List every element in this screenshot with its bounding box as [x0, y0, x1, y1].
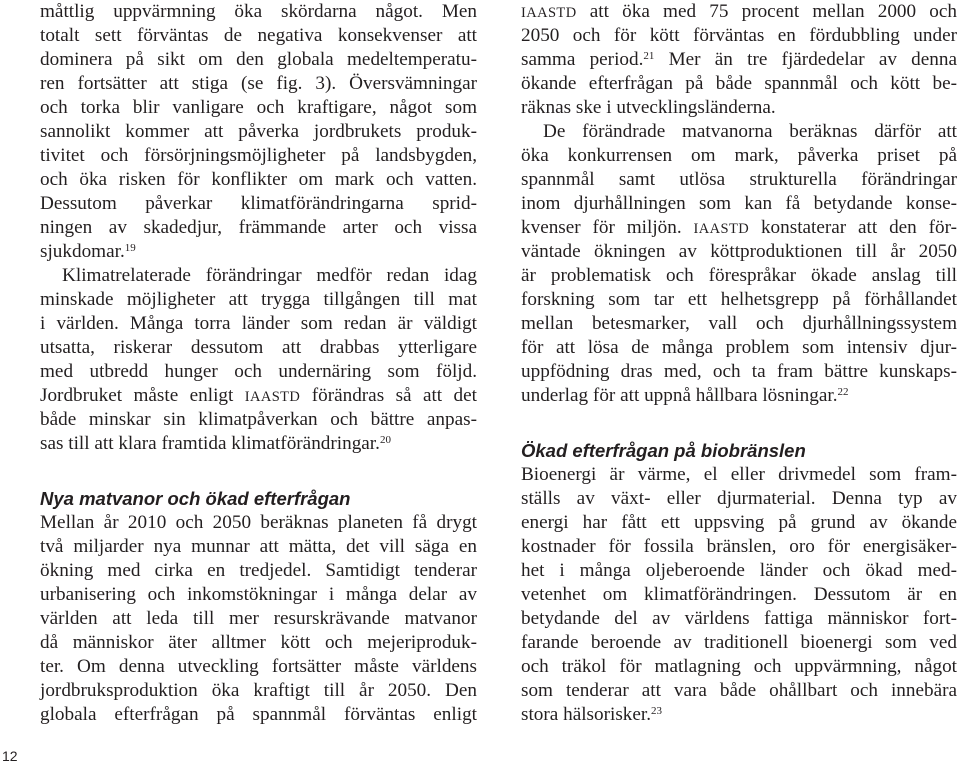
text-line: räknas ske i utvecklingsländerna. — [521, 97, 776, 118]
footnote-marker: 23 — [651, 705, 663, 717]
footnote-marker: 20 — [379, 434, 391, 446]
section-heading: Ökad efterfrågan på biobränslen — [521, 440, 806, 461]
text-line: ningen av skadedjur, främmande arter och vissa — [40, 217, 477, 238]
text-line: globala efterfrågan på spannmål förväntas enligt — [40, 704, 477, 725]
text-line: Bioenergi är värme, el eller drivmedel som fram- — [521, 464, 957, 485]
text-line: måttlig uppvärmning öka skördarna något. Men — [40, 1, 477, 22]
text-line: världen att leda till mer resurskrävande matvanor — [40, 608, 477, 629]
text-line: och torka blir vanligare och kraftigare, något som — [40, 97, 477, 118]
text-line: stora hälsorisker.$^{23}$ — [521, 704, 663, 725]
text-line: ökning med cirka en tredjedel. Samtidigt tenderar — [40, 560, 477, 581]
text-line: jordbruksproduktion öka kraftigt till år 2050. Den — [40, 680, 477, 701]
text-line: två miljarder nya munnar att mätta, det vill säga en — [40, 536, 477, 557]
text-line: spannmål samt utlösa strukturella förändringar — [521, 169, 957, 190]
page-number: 12 — [2, 748, 18, 764]
footnote-marker: 22 — [837, 386, 849, 398]
text-line: och öka risken för konflikter om mark och vatten. — [40, 169, 477, 190]
text-line: 2050 och för kött förväntas en fördubbling under — [521, 25, 957, 46]
text-line: Mellan år 2010 och 2050 beräknas planeten få drygt — [40, 512, 477, 533]
text-line: både minskar sin klimatpåverkan och bättre anpas- — [40, 409, 477, 430]
text-line: för att lösa de många problem som intensiv djur- — [521, 337, 957, 358]
text-line: dominera på sikt om den globala medeltemperatu- — [40, 49, 477, 70]
text-line: öka konkurrensen om mark, påverka priset på — [521, 145, 957, 166]
text-line: mellan betesmarker, vall och djurhållningssystem — [521, 313, 957, 334]
text-line: urbanisering och inkomstökningar i många delar av — [40, 584, 477, 605]
text-line: tivitet och försörjningsmöjligheter på landsbygden, — [40, 145, 477, 166]
text-line: totalt sett förväntas de negativa konsekvenser att — [40, 25, 477, 46]
text-line: ter. Om denna utveckling fortsätter måste världens — [40, 656, 477, 677]
text-line: samma period.$^{21}$ Mer än tre fjärdedelar av denna — [521, 49, 957, 70]
text-line: het i många oljeberoende länder och ökad med- — [521, 560, 957, 581]
section-heading: Nya matvanor och ökad efterfrågan — [40, 488, 351, 509]
footnote-marker: 19 — [124, 242, 136, 254]
text-line: sannolikt kommer att påverka jordbrukets produk- — [40, 121, 477, 142]
text-line: som tenderar att vara både ohållbart och innebära — [521, 680, 957, 701]
text-line: är problematisk och förespråkar ökade anslag till — [521, 265, 957, 286]
text-line: De förändrade matvanorna beräknas därför att — [543, 121, 957, 142]
text-line: kostnader för fossila bränslen, oro för energisäker- — [521, 536, 957, 557]
text-line: sas till att klara framtida klimatförändringar.$^{20}$ — [40, 433, 391, 454]
text-line: Klimatrelaterade förändringar medför redan idag — [62, 265, 477, 286]
text-line: underlag för att uppnå hållbara lösningar.$^{22}$ — [521, 385, 849, 406]
text-line: vetenhet om klimatförändringen. Dessutom är en — [521, 584, 957, 605]
text-line: forskning som tar ett helhetsgrepp på förhållandet — [521, 289, 957, 310]
text-line: betydande del av världens fattiga människor fort- — [521, 608, 957, 629]
text-line: i världen. Många torra länder som redan är väldigt — [40, 313, 477, 334]
text-line: uppfödning dras med, och ta fram bättre kunskaps- — [521, 361, 957, 382]
text-line: utsatta, riskerar dessutom att drabbas ytterligare — [40, 337, 477, 358]
text-line: energi har fått ett uppsving på grund av ökande — [521, 512, 957, 533]
text-line: Jordbruket måste enligt IAASTD förändras så att det — [40, 385, 477, 406]
text-line: ställs av växt- eller djurmaterial. Denna typ av — [521, 488, 957, 509]
footnote-marker: 21 — [643, 50, 655, 62]
text-line: ren fortsätter att stiga (se fig. 3). Översvämningar — [40, 73, 477, 94]
text-line: väntade ökningen av köttproduktionen till år 2050 — [521, 241, 957, 262]
text-line: och träkol för matlagning och uppvärmning, något — [521, 656, 957, 677]
text-line: inom djurhållningen som kan få betydande konse- — [521, 193, 957, 214]
text-line: kvenser för miljön. IAASTD konstaterar att den för- — [521, 217, 958, 238]
text-line: då människor äter alltmer kött och mejeriproduk- — [40, 632, 477, 653]
text-line: minskade möjligheter att trygga tillgången till mat — [40, 289, 477, 310]
text-line: farande beroende av traditionell bioenergi som ved — [521, 632, 957, 653]
text-line: med utbredd hunger och undernäring som följd. — [40, 361, 477, 382]
text-line: IAASTD att öka med 75 procent mellan 2000 och — [521, 1, 957, 22]
text-line: ökande efterfrågan på både spannmål och kött be- — [521, 73, 957, 94]
text-line: Dessutom påverkar klimatförändringarna sprid- — [40, 193, 477, 214]
text-line: sjukdomar.$^{19}$ — [40, 241, 136, 262]
